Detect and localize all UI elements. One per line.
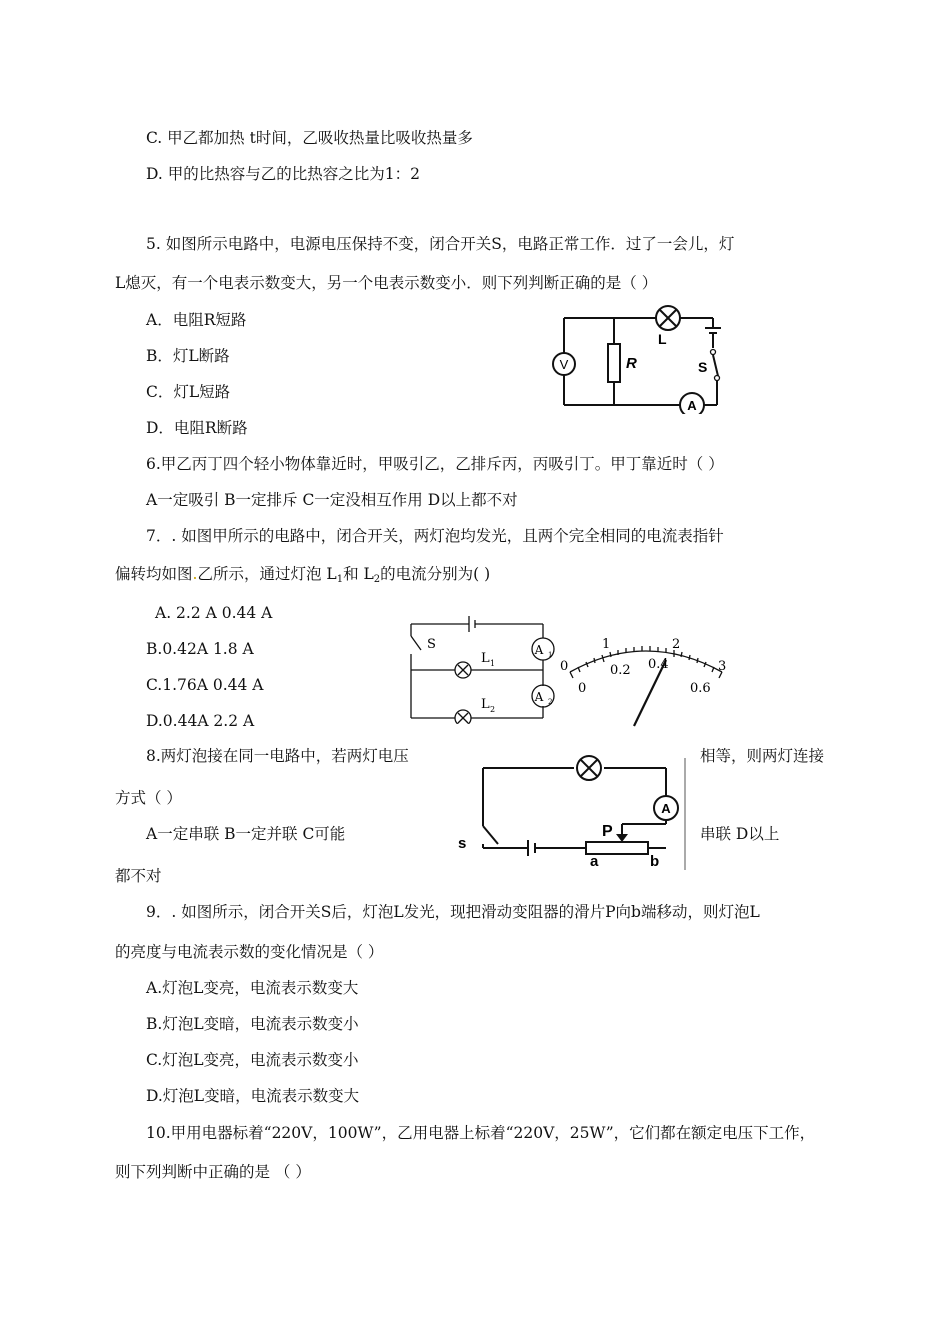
q8-line-1b: 相等，则两灯连接	[700, 747, 825, 765]
q5-stem-line-1: 5. 如图所示电路中，电源电压保持不变，闭合开关S，电路正常工作．过了一会儿，灯	[146, 235, 735, 253]
q6-stem: 6.甲乙丙丁四个轻小物体靠近时，甲吸引乙，乙排斥丙，丙吸引丁。甲丁靠近时（ ）	[146, 455, 724, 473]
q10-stem-line-2: 则下列判断中正确的是 （ ）	[115, 1163, 311, 1181]
q9-option-d: D.灯泡L变暗，电流表示数变大	[146, 1087, 360, 1105]
q7-option-c: C.1.76A 0.44 A	[146, 676, 264, 694]
q9-stem-line-1: 9．. 如图所示，闭合开关S后，灯泡L发光，现把滑动变阻器的滑片P向b端移动，则灯泡L	[146, 903, 760, 921]
svg-text:A: A	[534, 643, 544, 657]
q7-stem-line-2: 偏转均如图.乙所示，通过灯泡 $L_1$和 $L_2$的电流分别为( )	[115, 565, 491, 585]
q5-option-b: B．灯L断路	[146, 347, 230, 365]
q4-option-c: C. 甲乙都加热 t时间，乙吸收热量比吸收热量多	[146, 129, 473, 147]
q9-option-b: B.灯泡L变暗，电流表示数变小	[146, 1015, 359, 1033]
svg-text:V: V	[559, 357, 569, 372]
svg-text:R: R	[626, 355, 637, 372]
q5-circuit-diagram	[550, 302, 730, 414]
svg-text:2: 2	[548, 698, 553, 706]
svg-text:3: 3	[718, 659, 727, 674]
svg-text:A: A	[687, 398, 697, 413]
svg-text:a: a	[590, 853, 599, 870]
q5-option-d: D．电阻R断路	[146, 419, 248, 437]
q5-option-a: A．电阻R短路	[146, 311, 247, 329]
q7-stem-line-1: 7．. 如图甲所示的电路中，闭合开关，两灯泡均发光，且两个完全相同的电流表指针	[146, 527, 724, 545]
svg-text:b: b	[650, 853, 660, 870]
q7-ammeter-dial	[556, 630, 736, 730]
svg-text:L: L	[481, 651, 490, 666]
q5-stem-line-2: L熄灭，有一个电表示数变大，另一个电表示数变小．则下列判断正确的是（ ）	[115, 274, 658, 292]
svg-text:L: L	[658, 331, 667, 347]
svg-text:1: 1	[548, 651, 553, 659]
q8-line-3a: A一定串联 B一定并联 C可能	[146, 825, 346, 843]
svg-text:1: 1	[490, 659, 496, 668]
svg-text:A: A	[534, 690, 544, 704]
q5-option-c: C．灯L短路	[146, 383, 231, 401]
svg-text:s: s	[458, 835, 467, 852]
q7-option-b: B.0.42A 1.8 A	[146, 640, 254, 658]
q8-line-4: 都不对	[115, 867, 162, 885]
q10-stem-line-1: 10.甲用电器标着“220V，100W”，乙用电器上标着“220V，25W”，它们都在额定电压下工作，	[146, 1124, 816, 1142]
svg-text:0.4: 0.4	[648, 657, 669, 672]
svg-text:2: 2	[672, 637, 681, 652]
q7-option-a: A. 2.2 A 0.44 A	[155, 604, 273, 622]
svg-text:S: S	[698, 359, 708, 375]
q9-option-c: C.灯泡L变亮，电流表示数变小	[146, 1051, 359, 1069]
svg-text:0: 0	[560, 659, 569, 674]
q7-option-d: D.0.44A 2.2 A	[146, 712, 255, 730]
resistor-r-icon	[608, 344, 620, 382]
svg-text:1: 1	[602, 637, 611, 652]
svg-text:A: A	[661, 801, 671, 816]
svg-text:0: 0	[578, 681, 587, 696]
q7-circuit-diagram	[403, 612, 563, 724]
lamp-l2-icon	[455, 710, 471, 724]
q8-line-2: 方式（ ）	[115, 789, 182, 807]
svg-text:P: P	[602, 823, 613, 840]
q6-options: A一定吸引 B一定排斥 C一定没相互作用 D以上都不对	[146, 491, 518, 509]
svg-text:2: 2	[490, 705, 496, 714]
q8-line-1a: 8.两灯泡接在同一电路中，若两灯电压	[146, 747, 409, 765]
q8-line-3b: 串联 D以上	[700, 825, 780, 843]
q4-option-d: D. 甲的比热容与乙的比热容之比为1：2	[146, 165, 420, 183]
svg-text:L: L	[481, 697, 490, 712]
q9-circuit-diagram	[456, 752, 696, 872]
q9-option-a: A.灯泡L变亮，电流表示数变大	[146, 979, 359, 997]
q9-stem-line-2: 的亮度与电流表示数的变化情况是（ ）	[115, 943, 384, 961]
svg-text:0.2: 0.2	[610, 663, 631, 678]
svg-text:S: S	[427, 637, 436, 652]
svg-text:0.6: 0.6	[690, 681, 711, 696]
